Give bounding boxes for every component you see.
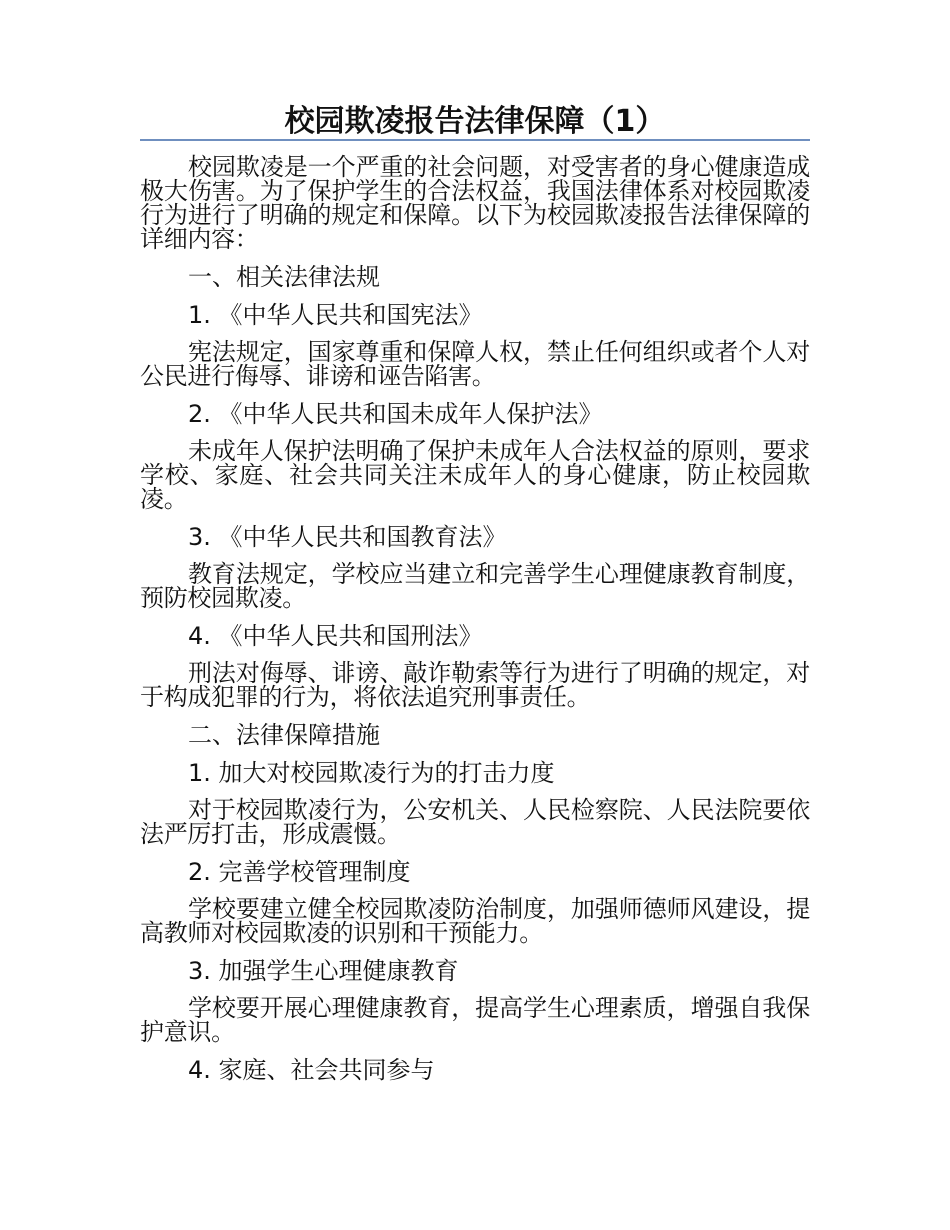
intro-paragraph: 校园欺凌是一个严重的社会问题，对受害者的身心健康造成极大伤害。为了保护学生的合法权益，我国法律体系对校园欺凌行为进行了明确的规定和保障。以下为校园欺凌报告法律保障的详细内容： — [140, 153, 810, 253]
law-paragraph: 宪法规定，国家尊重和保障人权，禁止任何组织或者个人对公民进行侮辱、诽谤和诬告陷害。 — [140, 338, 810, 390]
measure-heading: 1. 加大对校园欺凌行为的打击力度 — [188, 759, 555, 787]
law-heading: 3. 《中华人民共和国教育法》 — [188, 523, 507, 551]
law-heading: 4. 《中华人民共和国刑法》 — [188, 622, 483, 650]
law-paragraph: 未成年人保护法明确了保护未成年人合法权益的原则，要求学校、家庭、社会共同关注未成年人的身心健康，防止校园欺凌。 — [140, 437, 810, 513]
law-heading: 1. 《中华人民共和国宪法》 — [188, 301, 483, 329]
measure-paragraph: 学校要建立健全校园欺凌防治制度，加强师德师风建设，提高教师对校园欺凌的识别和干预能力。 — [140, 895, 810, 947]
measure-paragraph: 学校要开展心理健康教育，提高学生心理素质，增强自我保护意识。 — [140, 994, 810, 1046]
law-paragraph: 教育法规定，学校应当建立和完善学生心理健康教育制度，预防校园欺凌。 — [140, 560, 810, 612]
title-underline — [140, 139, 810, 141]
measure-heading: 4. 家庭、社会共同参与 — [188, 1056, 435, 1084]
section-heading-measures: 二、法律保障措施 — [188, 721, 380, 749]
law-heading: 2. 《中华人民共和国未成年人保护法》 — [188, 400, 603, 428]
section-heading-laws: 一、相关法律法规 — [188, 263, 380, 291]
law-paragraph: 刑法对侮辱、诽谤、敲诈勒索等行为进行了明确的规定，对于构成犯罪的行为，将依法追究刑事责任。 — [140, 659, 810, 711]
document-body — [140, 155, 810, 1082]
document-title: 校园欺凌报告法律保障（1） — [284, 104, 666, 139]
measure-heading: 3. 加强学生心理健康教育 — [188, 957, 459, 985]
measure-heading: 2. 完善学校管理制度 — [188, 858, 411, 886]
measure-paragraph: 对于校园欺凌行为，公安机关、人民检察院、人民法院要依法严厉打击，形成震慑。 — [140, 796, 810, 848]
